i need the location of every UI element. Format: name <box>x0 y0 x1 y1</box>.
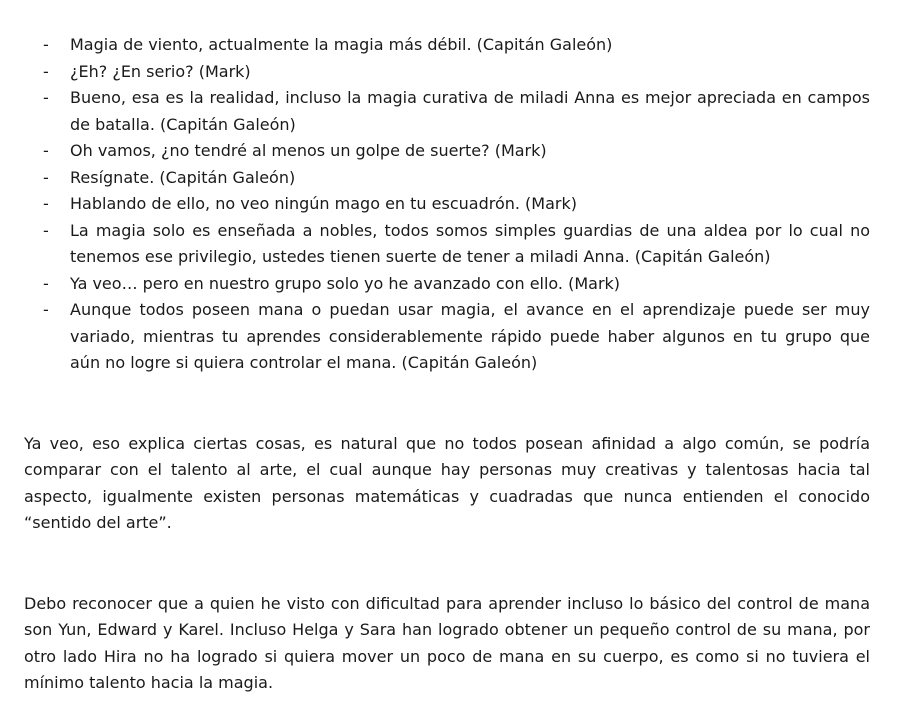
dialogue-text: Hablando de ello, no veo ningún mago en tu escuadrón. (Mark) <box>70 194 577 213</box>
dialogue-line <box>24 59 870 86</box>
paragraph-spacer <box>24 377 870 431</box>
dialogue-line <box>24 32 870 59</box>
dialogue-text: Resígnate. (Capitán Galeón) <box>70 167 296 187</box>
dialogue-dash: - <box>43 220 49 240</box>
dialogue-text: Oh vamos, ¿no tendré al menos un golpe de suerte? (Mark) <box>70 141 547 160</box>
dialogue-dash: - <box>43 167 49 187</box>
dialogue-text: Magia de viento, actualmente la magia más débil. (Capitán Galeón) <box>70 35 613 54</box>
dialogue-line <box>24 138 870 165</box>
dialogue-line <box>24 218 870 271</box>
dialogue-text: Ya veo… pero en nuestro grupo solo yo he avanzado con ello. (Mark) <box>70 273 621 293</box>
dialogue-dash: - <box>43 141 49 160</box>
dialogue-dash: - <box>43 273 49 293</box>
paragraph-spacer <box>24 537 870 591</box>
dialogue-dash: - <box>43 194 49 213</box>
narrative-paragraph: Debo reconocer que a quien he visto con dificultad para aprender incluso lo básico del control de mana son Yun, Edward y Karel. Incluso Helga y Sara han logrado obtener un pequeño control de su mana, por otro lado Hira no ha logrado si quiera mover un poco de mana en su cuerpo, es como si no tuviera el mínimo talento hacia la magia. <box>24 593 870 692</box>
dialogue-line <box>24 85 870 138</box>
dialogue-text: Aunque todos poseen mana o puedan usar magia, el avance en el aprendizaje puede ser muy variado, mientras tu aprendes considerablemente rápido puede haber algunos en tu grupo que aún no logre si quiera controlar el mana. (Capitán Galeón) <box>70 300 870 372</box>
dialogue-dash: - <box>43 61 49 81</box>
dialogue-text: Bueno, esa es la realidad, incluso la magia curativa de miladi Anna es mejor apreciada en campos de batalla. (Capitán Galeón) <box>70 88 870 134</box>
dialogue-text: ¿Eh? ¿En serio? (Mark) <box>70 61 251 81</box>
dialogue-line <box>24 297 870 377</box>
narrative-paragraph: Ya veo, eso explica ciertas cosas, es natural que no todos posean afinidad a algo común, se podría comparar con el talento al arte, el cual aunque hay personas muy creativas y talentosas hacia tal aspecto, igualmente existen personas matemáticas y cuadradas que nunca entienden el conocido “sentido del arte”. <box>24 433 870 532</box>
dialogue-dash: - <box>43 300 49 319</box>
dialogue-line <box>24 271 870 298</box>
dialogue-line <box>24 165 870 192</box>
dialogue-dash: - <box>43 35 49 54</box>
dialogue-dash: - <box>43 88 49 107</box>
dialogue-list <box>24 32 870 377</box>
document-page <box>24 32 870 697</box>
dialogue-text: La magia solo es enseñada a nobles, todos somos simples guardias de una aldea por lo cual no tenemos ese privilegio, ustedes tienen suerte de tener a miladi Anna. (Capitán Galeón) <box>70 220 870 266</box>
dialogue-line <box>24 191 870 218</box>
